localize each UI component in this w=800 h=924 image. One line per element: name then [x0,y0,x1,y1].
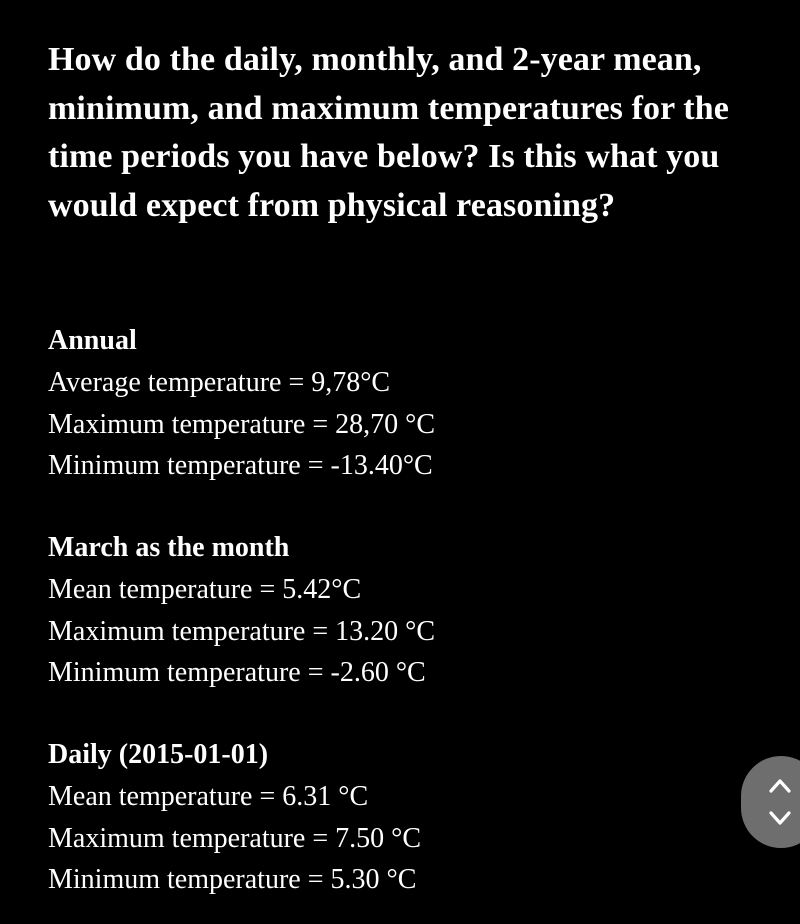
chevron-down-icon[interactable] [768,808,792,828]
section-title-annual: Annual [48,325,137,356]
annual-maximum-temperature: Maximum temperature = 28,70 °C [48,408,436,440]
daily-minimum-temperature: Minimum temperature = 5.30 °C [48,864,417,895]
daily-maximum-temperature: Maximum temperature = 7.50 °C [48,822,422,854]
question-block [48,36,768,230]
section-title-march: March as the month [48,532,290,563]
chevron-up-icon[interactable] [768,776,792,796]
section-title-daily: Daily (2015-01-01) [48,739,269,770]
march-mean-temperature: Mean temperature = 5.42°C [48,574,362,605]
scroll-control[interactable] [741,756,800,848]
section-march [48,527,435,694]
section-daily [48,734,421,901]
annual-average-temperature: Average temperature = 9,78°C [48,367,391,398]
march-maximum-temperature: Maximum temperature = 13.20 °C [48,615,436,647]
section-annual [48,320,435,487]
daily-mean-temperature: Mean temperature = 6.31 °C [48,781,369,812]
march-minimum-temperature: Minimum temperature = -2.60 °C [48,657,426,688]
question-text: How do the daily, monthly, and 2-year mean, minimum, and maximum temperatures for the time periods you have below? Is this what you would expect from physical reasoning? [48,41,729,224]
annual-minimum-temperature: Minimum temperature = -13.40°C [48,450,433,481]
